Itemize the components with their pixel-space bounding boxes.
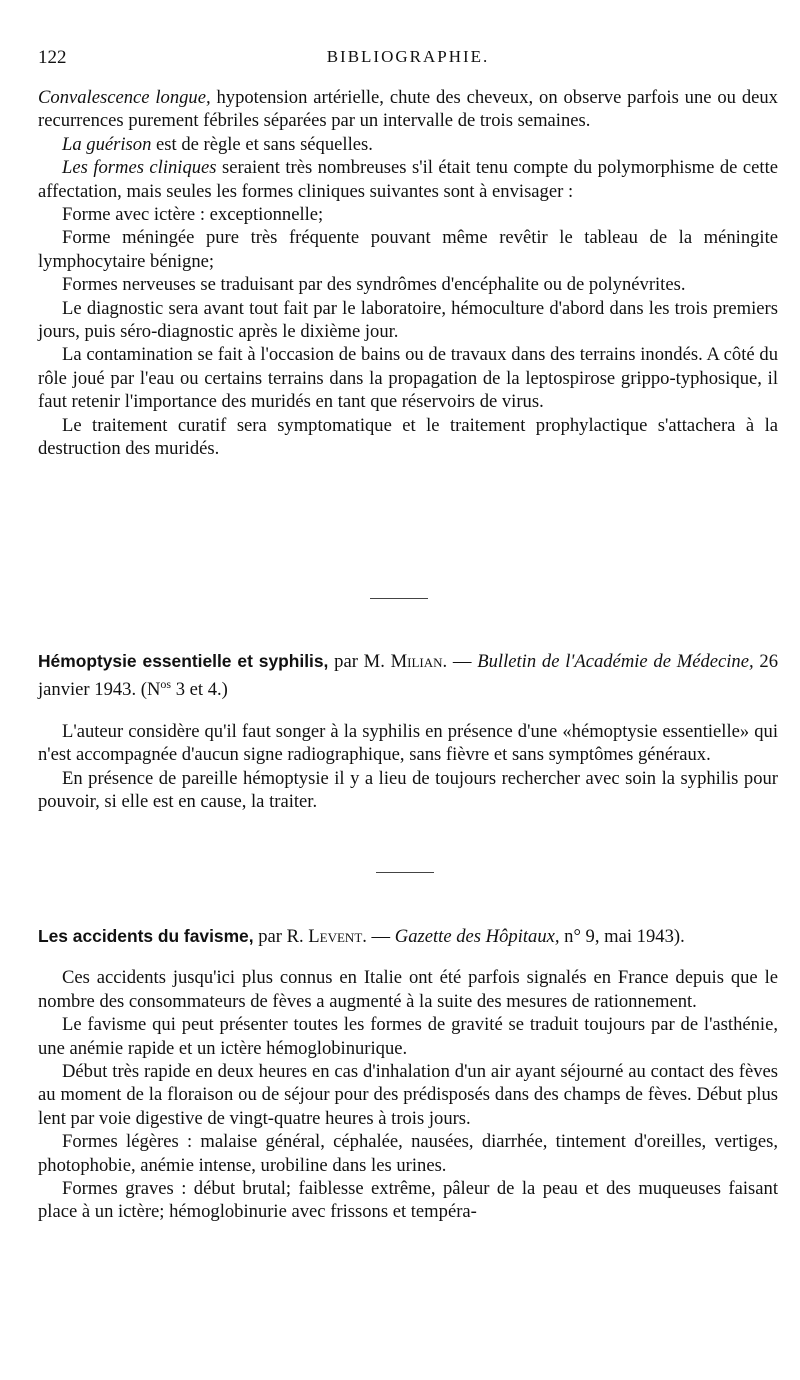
emphasis-term: Convalescence longue,: [38, 87, 211, 108]
article-title: Hémoptysie essentielle et syphilis,: [38, 651, 329, 671]
paragraph: Forme méningée pure très fréquente pouvant même revêtir le tableau de la méningite lymphocytaire bénigne;: [38, 227, 778, 272]
emphasis-term: Les formes cliniques: [62, 157, 217, 179]
page-header: [38, 47, 778, 73]
running-title: BIBLIOGRAPHIE.: [326, 47, 490, 66]
paragraph: Formes légères : malaise général, céphalée, nausées, diarrhée, tintement d'oreilles, vertiges, photophobie, anémie intense, urobiline dans les urines.: [38, 1131, 778, 1176]
article-favisme: [38, 925, 778, 1224]
article-title: Les accidents du favisme,: [38, 926, 254, 946]
page-number: 122: [38, 47, 67, 68]
paragraph: Le favisme qui peut présenter toutes les formes de gravité se traduit toujours par de l'asthénie, une anémie rapide et un ictère hémoglobinurique.: [38, 1014, 778, 1059]
article-author: Milian.: [390, 651, 448, 672]
paragraph: Le diagnostic sera avant tout fait par le laboratoire, hémoculture d'abord dans les trois premiers jours, puis séro-diagnostic après le dixième jour.: [38, 297, 778, 343]
article-citation: Hémoptysie essentielle et syphilis, par M. Milian. — Bulletin de l'Académie de Médecine, 26 janvier 1943. ($N^{os}$ 3 et 4.): [38, 651, 778, 701]
article-hemoptysie: [38, 650, 778, 814]
paragraph: Le traitement curatif sera symptomatique et le traitement prophylactique s'attachera à la destruction des muridés.: [38, 414, 778, 460]
article-author: Levent.: [308, 926, 367, 947]
paragraph: L'auteur considère qu'il faut songer à la syphilis en présence d'une «hémoptysie essentielle» qui n'est accompagnée d'aucun signe radiographique, sans fièvre et sans symptômes généraux.: [38, 721, 778, 766]
paragraph: Ces accidents jusqu'ici plus connus en Italie ont été parfois signalés en France depuis que le nombre des consommateurs de fèves a augmenté à la suite des mesures de rationnement.: [38, 967, 778, 1012]
article-citation: Les accidents du favisme, par R. Levent. — Gazette des Hôpitaux, n° 9, mai 1943).: [38, 926, 685, 947]
section-divider: [376, 872, 434, 873]
paragraph: La guérison est de règle et sans séquelles.: [62, 133, 373, 155]
paragraph: En présence de pareille hémoptysie il y a lieu de toujours rechercher avec soin la syphilis pour pouvoir, si elle est en cause, la traiter.: [38, 767, 778, 813]
paragraph: Début très rapide en deux heures en cas d'inhalation d'un air ayant séjourné au contact des fèves au moment de la floraison ou de séjour pour des prédisposés dans des champs de fèves. Début plus lent par voie digestive de vingt-quatre heures à trois jours.: [38, 1061, 778, 1129]
paragraph: Formes nerveuses se traduisant par des syndrômes d'encéphalite ou de polynévrites.: [62, 274, 686, 296]
paragraph: Formes graves : début brutal; faiblesse extrême, pâleur de la peau et des muqueuses faisant place à un ictère; hémoglobinurie avec frissons et tempéra-: [38, 1178, 778, 1223]
journal-name: Gazette des Hôpitaux,: [394, 926, 560, 947]
section-leptospirose-continued: [38, 86, 778, 461]
journal-name: Bulletin de l'Académie de Médecine,: [477, 651, 754, 672]
paragraph: Les formes cliniques seraient très nombreuses s'il était tenu compte du polymorphisme de cette affectation, mais seules les formes cliniques suivantes sont à envisager :: [38, 157, 779, 202]
paragraph: Convalescence longue, hypotension artérielle, chute des cheveux, on observe parfois une ou deux recurrences purement fébriles séparées par un intervalle de trois semaines.: [38, 87, 778, 132]
emphasis-term: La guérison: [62, 133, 152, 155]
section-divider: [370, 598, 428, 599]
paragraph: Forme avec ictère : exceptionnelle;: [62, 204, 324, 226]
paragraph: La contamination se fait à l'occasion de bains ou de travaux dans des terrains inondés. A côté du rôle joué par l'eau ou certains terrains dans la propagation de la leptospirose grippo-typhosique, il faut retenir l'importance des muridés en tant que réservoirs de virus.: [38, 344, 778, 413]
